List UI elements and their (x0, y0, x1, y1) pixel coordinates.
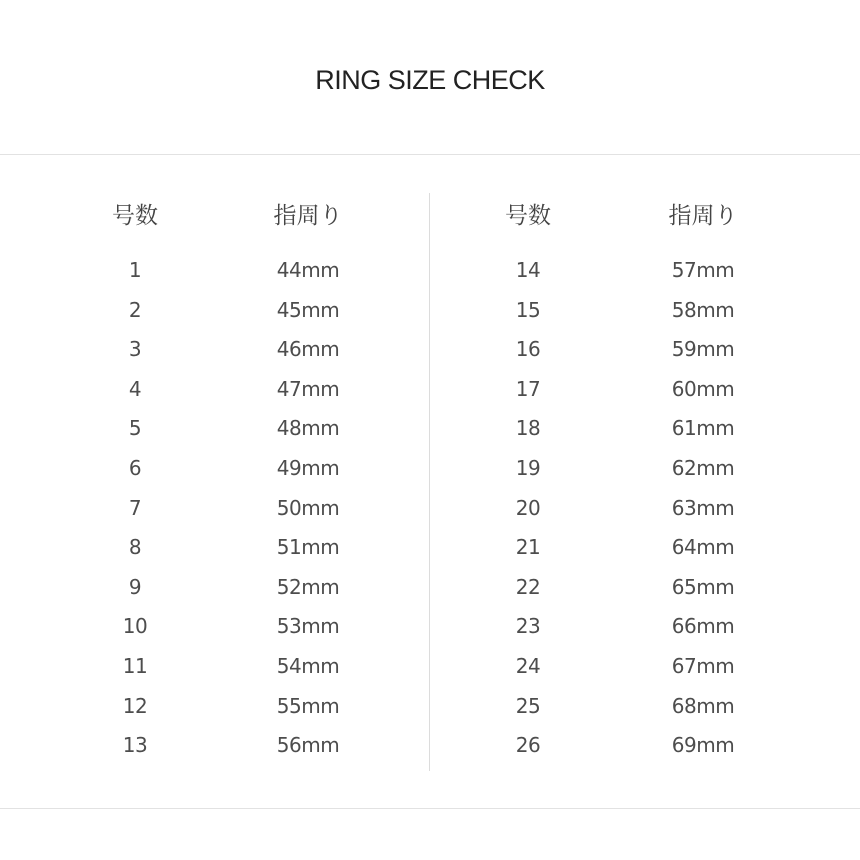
header-circumference: 指周り (668, 203, 738, 229)
ring-size-number: 23 (515, 614, 541, 639)
finger-circumference: 55mm (276, 693, 340, 718)
finger-circumference: 63mm (671, 495, 735, 520)
ring-size-number: 22 (515, 574, 541, 599)
ring-size-number: 2 (128, 297, 142, 322)
ring-size-number: 15 (515, 297, 541, 322)
finger-circumference: 68mm (671, 693, 735, 718)
finger-circumference: 65mm (671, 574, 735, 599)
rows-right (430, 250, 860, 765)
ring-size-number: 7 (128, 495, 142, 520)
ring-size-number: 20 (515, 495, 541, 520)
header-circumference: 指周り (273, 203, 343, 229)
finger-circumference: 48mm (276, 416, 340, 441)
table-row (430, 250, 860, 290)
ring-size-number: 10 (122, 614, 148, 639)
finger-circumference: 46mm (276, 337, 340, 362)
ring-size-number: 14 (515, 258, 541, 282)
ring-size-number: 25 (515, 693, 541, 718)
top-divider (0, 154, 860, 155)
ring-size-number: 26 (515, 733, 541, 758)
bottom-divider (0, 808, 860, 809)
ring-size-number: 17 (515, 376, 541, 401)
table-row (430, 408, 860, 448)
table-row (430, 527, 860, 567)
table-row (430, 488, 860, 528)
finger-circumference: 52mm (276, 574, 340, 599)
finger-circumference: 49mm (276, 455, 340, 480)
finger-circumference: 47mm (276, 376, 340, 401)
table-row (0, 686, 429, 726)
table-row (0, 527, 429, 567)
finger-circumference: 62mm (671, 455, 735, 480)
header-size: 号数 (112, 203, 158, 229)
ring-size-number: 5 (128, 416, 142, 441)
ring-size-number: 24 (515, 653, 541, 678)
table-row (430, 646, 860, 686)
table-row (0, 290, 429, 330)
finger-circumference: 45mm (276, 297, 340, 322)
table-row (0, 606, 429, 646)
table-row (430, 290, 860, 330)
finger-circumference: 60mm (671, 376, 735, 401)
ring-size-number: 1 (128, 258, 142, 282)
finger-circumference: 53mm (276, 614, 340, 639)
table-row (0, 646, 429, 686)
ring-size-number: 8 (128, 535, 142, 560)
table-row (430, 369, 860, 409)
ring-size-number: 21 (515, 535, 541, 560)
ring-size-number: 19 (515, 455, 541, 480)
table-row (0, 725, 429, 765)
table-row (0, 250, 429, 290)
finger-circumference: 54mm (276, 653, 340, 678)
finger-circumference: 59mm (671, 337, 735, 362)
ring-size-number: 18 (515, 416, 541, 441)
finger-circumference: 44mm (276, 258, 340, 282)
table-row (430, 606, 860, 646)
finger-circumference: 51mm (276, 535, 340, 560)
finger-circumference: 58mm (671, 297, 735, 322)
table-row (430, 725, 860, 765)
ring-size-number: 12 (122, 693, 148, 718)
table-row (0, 369, 429, 409)
page-title: RING SIZE CHECK (315, 65, 545, 95)
ring-size-number: 4 (128, 376, 142, 401)
table-row (430, 686, 860, 726)
finger-circumference: 69mm (671, 733, 735, 758)
table-row (0, 567, 429, 607)
rows-left (0, 250, 429, 765)
finger-circumference: 66mm (671, 614, 735, 639)
finger-circumference: 67mm (671, 653, 735, 678)
ring-size-number: 11 (122, 653, 148, 678)
finger-circumference: 61mm (671, 416, 735, 441)
ring-size-number: 3 (128, 337, 142, 362)
table-row (0, 408, 429, 448)
table-row (430, 448, 860, 488)
ring-size-number: 13 (122, 733, 148, 758)
table-row (0, 488, 429, 528)
table-row (0, 448, 429, 488)
ring-size-number: 16 (515, 337, 541, 362)
table-row (430, 329, 860, 369)
table-row (430, 567, 860, 607)
header-size: 号数 (505, 203, 551, 229)
finger-circumference: 56mm (276, 733, 340, 758)
finger-circumference: 64mm (671, 535, 735, 560)
table-row (0, 329, 429, 369)
finger-circumference: 50mm (276, 495, 340, 520)
ring-size-number: 6 (128, 455, 142, 480)
finger-circumference: 57mm (671, 258, 735, 282)
ring-size-number: 9 (128, 574, 142, 599)
